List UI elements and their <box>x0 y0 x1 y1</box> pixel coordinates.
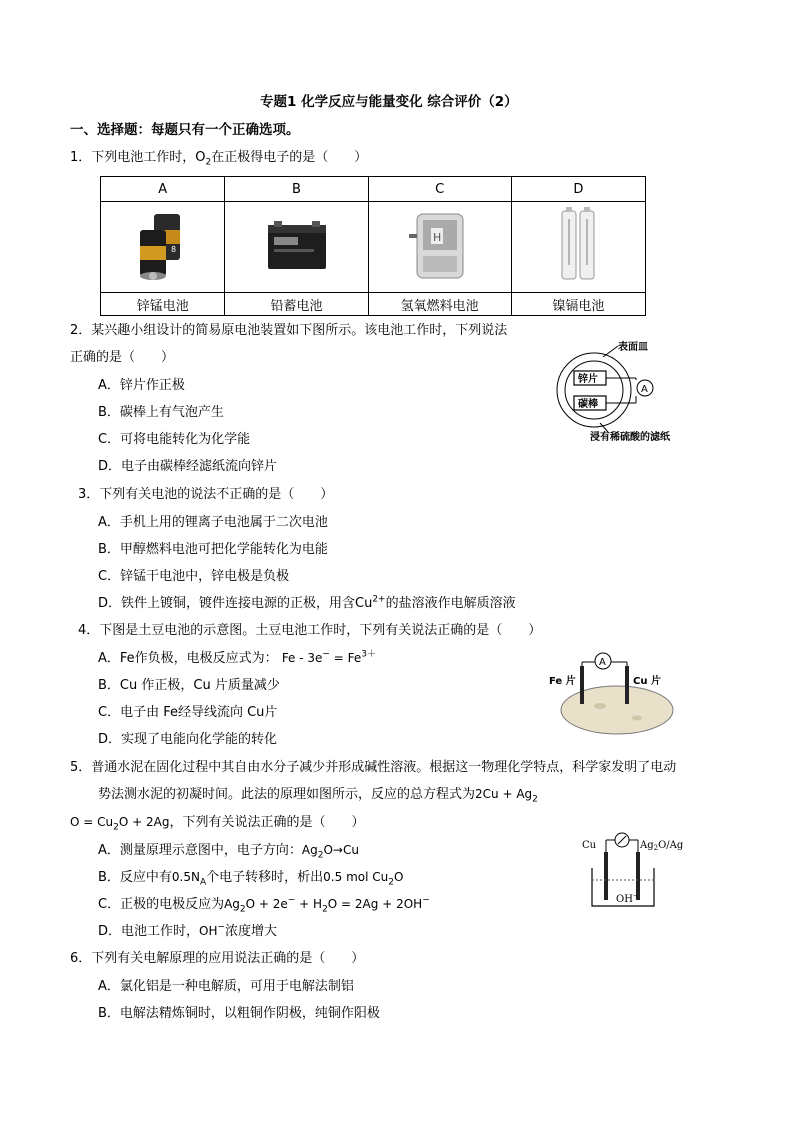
q2-fig-zinc-label: 锌片 <box>578 374 598 385</box>
q2-option-c: C．可将电能转化为化学能 <box>98 432 251 447</box>
q5-electrode-cell-figure <box>578 828 698 912</box>
page-title: 专题1 化学反应与能量变化 综合评价（2） <box>260 94 518 110</box>
q2-option-d: D．电子由碳棒经滤纸流向锌片 <box>98 459 278 474</box>
nickel-cadmium-battery-image <box>511 202 645 293</box>
q1-header-b: B <box>225 177 368 202</box>
hydrogen-fuel-cell-image <box>368 202 511 293</box>
q1-name-d: 镍镉电池 <box>511 293 645 316</box>
q5-fig-oh-label: OH− <box>616 892 639 905</box>
q4-option-a: A．Fe作负极，电极反应式为： $Fe - 3e^- = Fe^{3+}$ <box>98 649 377 666</box>
q2-fig-meter-label: A <box>641 384 648 395</box>
q1-header-c: C <box>368 177 511 202</box>
q5-option-d: D．电池工作时，OH−浓度增大 <box>98 922 278 939</box>
q4-potato-battery-figure <box>545 648 695 738</box>
q4-option-b: B．Cu 作正极，Cu 片质量减少 <box>98 678 280 693</box>
lead-acid-battery-image <box>225 202 368 293</box>
q2-fig-carbon-label: 碳棒 <box>578 399 598 410</box>
q5-option-a: A．测量原理示意图中，电子方向：$Ag_2O\to Cu$ <box>98 843 359 861</box>
q1-name-b: 铅蓄电池 <box>225 293 368 316</box>
q6-option-a: A．氯化铝是一种电解质，可用于电解法制铝 <box>98 979 354 994</box>
q2-fig-paper-label: 浸有稀硫酸的滤纸 <box>590 432 670 443</box>
q3-option-d: D．铁件上镀铜，镀件连接电源的正极，用含$Cu^{2+}$的盐溶液作电解质溶液 <box>98 594 516 611</box>
q1-battery-table <box>100 176 646 316</box>
q5-fig-ag-label: $Ag_2O/Ag$ <box>640 840 684 852</box>
svg-text:H: H <box>432 231 441 244</box>
q2-fig-dish-label: 表面皿 <box>618 342 648 353</box>
zinc-manganese-battery-image <box>101 202 225 293</box>
q4-fig-meter-label: A <box>599 657 606 668</box>
q5-stem-line1: 5．普通水泥在固化过程中其自由水分子减少并形成碱性溶液。根据这一物理化学特点，科学家发明了电动 <box>70 760 677 775</box>
q5-option-c: C．正极的电极反应为$Ag_2O + 2e^- + H_2O = 2Ag + 2OH^-$ <box>98 895 430 915</box>
q1-header-a: A <box>101 177 225 202</box>
q3-option-c: C．锌锰干电池中，锌电极是负极 <box>98 569 290 584</box>
q2-option-b: B．碳棒上有气泡产生 <box>98 405 224 420</box>
q3-stem: 3．下列有关电池的说法不正确的是（ ） <box>78 487 334 502</box>
q5-stem-line2: 势法测水泥的初凝时间。此法的原理如图所示，反应的总方程式为$2Cu + Ag_2$ <box>98 787 538 805</box>
q3-option-b: B．甲醇燃料电池可把化学能转化为电能 <box>98 542 328 557</box>
section-heading: 一、选择题：每题只有一个正确选项。 <box>70 122 300 138</box>
q1-header-d: D <box>511 177 645 202</box>
q1-stem: 1．下列电池工作时，$O_2$在正极得电子的是（ ） <box>70 150 368 168</box>
q6-stem: 6．下列有关电解原理的应用说法正确的是（ ） <box>70 951 365 966</box>
q4-option-c: C．电子由 Fe经导线流向 Cu片 <box>98 705 278 720</box>
q4-fig-fe-label: Fe 片 <box>549 676 576 687</box>
q5-option-b: B．反应中有$0.5N_A$个电子转移时，析出0.5 mol $Cu_2O$ <box>98 870 404 888</box>
q4-stem: 4．下图是土豆电池的示意图。土豆电池工作时，下列有关说法正确的是（ ） <box>78 623 542 638</box>
q4-fig-cu-label: Cu 片 <box>633 676 661 687</box>
q2-option-a: A．锌片作正极 <box>98 378 185 393</box>
q1-name-a: 锌锰电池 <box>101 293 225 316</box>
svg-text:8: 8 <box>170 245 176 254</box>
q2-galvanic-cell-figure <box>548 340 718 444</box>
q4-option-d: D．实现了电能向化学能的转化 <box>98 732 278 747</box>
q3-option-a: A．手机上用的锂离子电池属于二次电池 <box>98 515 328 530</box>
q2-stem-line2: 正确的是（ ） <box>70 350 175 365</box>
q5-stem-line3: $O = Cu_2O + 2Ag$，下列有关说法正确的是（ ） <box>70 815 365 833</box>
q6-option-b: B．电解法精炼铜时，以粗铜作阴极，纯铜作阳极 <box>98 1006 380 1021</box>
q2-stem-line1: 2．某兴趣小组设计的简易原电池装置如下图所示。该电池工作时，下列说法 <box>70 323 508 338</box>
q5-fig-cu-label: Cu <box>582 840 597 851</box>
q1-name-c: 氢氧燃料电池 <box>368 293 511 316</box>
